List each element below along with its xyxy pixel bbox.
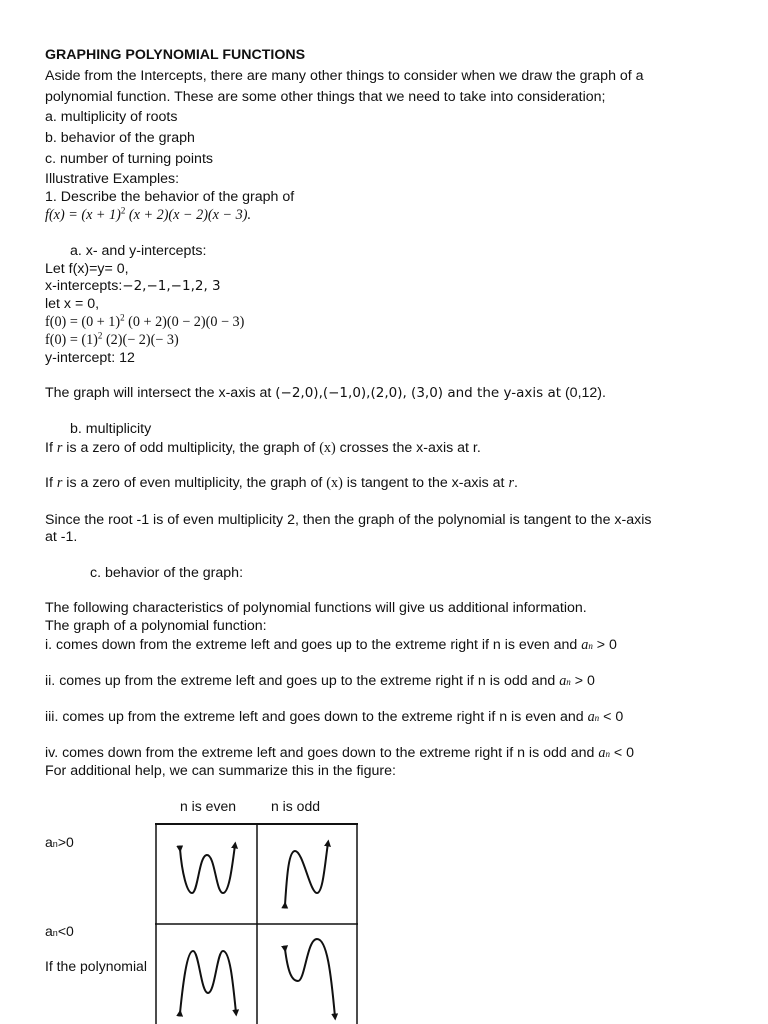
multiplicity-heading: b. multiplicity [70, 421, 152, 437]
example-1-function: $f(x) = (x + 1)^2$ (x + 2)(x − 2)(x − 3). [45, 205, 251, 223]
column-header-even: n is even [180, 798, 237, 814]
characteristic-iv: iv. comes down from the extreme left and goes down to the extreme right if n is odd and an < 0 [45, 745, 634, 761]
intro-line-1: Aside from the Intercepts, there are many other things to consider when we draw the graph of a [45, 68, 644, 84]
intercepts-heading: a. x- and y-intercepts: [70, 243, 207, 259]
consideration-a: a. multiplicity of roots [45, 109, 178, 125]
since-line-2: at -1. [45, 529, 78, 545]
let-f-line: Let f(x)=y= 0, [45, 261, 129, 277]
x-intercepts-line: x-intercepts:−2,−1,−1,2, 3 [45, 278, 221, 294]
intersect-line: The graph will intersect the x-axis at (−2,0),(−1,0),(2,0), (3,0) and the y-axis at (0,12). [45, 385, 606, 401]
f0-line-2: $f(0) = (1)^2$ (2)(− 2)(− 3) [45, 330, 179, 348]
y-intercept-line: y-intercept: 12 [45, 350, 135, 366]
consideration-b: b. behavior of the graph [45, 130, 195, 146]
characteristics-intro-1: The following characteristics of polynomial functions will give us additional information. [45, 600, 587, 616]
f0-line-1: $f(0) = (0 + 1)^2$ (0 + 2)(0 − 2)(0 − 3) [45, 312, 245, 330]
column-header-odd: n is odd [271, 798, 321, 814]
example-1-prompt: 1. Describe the behavior of the graph of [45, 189, 295, 205]
curve-odd-positive [285, 843, 328, 905]
characteristic-ii: ii. comes up from the extreme left and goes up to the extreme right if n is odd and an > 0 [45, 673, 595, 689]
summary-line: For additional help, we can summarize this in the figure: [45, 763, 396, 779]
end-behavior-figure [155, 823, 358, 1024]
row-label-negative: an<0 [45, 923, 74, 939]
intro-line-2: polynomial function. These are some other things that we need to take into consideration; [45, 89, 606, 105]
consideration-c: c. number of turning points [45, 151, 213, 167]
curve-even-negative [180, 951, 236, 1013]
since-line-1: Since the root -1 is of even multiplicity 2, then the graph of the polynomial is tangent to the x-axis [45, 512, 652, 528]
examples-heading: Illustrative Examples: [45, 171, 180, 187]
let-x-line: let x = 0, [45, 296, 100, 312]
characteristic-iii: iii. comes up from the extreme left and goes down to the extreme right if n is even and an < 0 [45, 709, 624, 725]
curve-odd-negative [285, 939, 335, 1017]
odd-multiplicity-line: If r is a zero of odd multiplicity, the graph of (x) crosses the x-axis at r. [45, 440, 481, 456]
even-multiplicity-line: If r is a zero of even multiplicity, the graph of (x) is tangent to the x-axis at r. [45, 475, 518, 491]
characteristic-i: i. comes down from the extreme left and goes up to the extreme right if n is even and an > 0 [45, 637, 617, 653]
curve-even-positive [180, 845, 235, 893]
row-label-positive: an>0 [45, 834, 74, 850]
trailing-text: If the polynomial [45, 958, 147, 974]
characteristics-intro-2: The graph of a polynomial function: [45, 618, 267, 634]
behavior-heading: c. behavior of the graph: [90, 565, 244, 581]
page-title: GRAPHING POLYNOMIAL FUNCTIONS [45, 47, 306, 63]
